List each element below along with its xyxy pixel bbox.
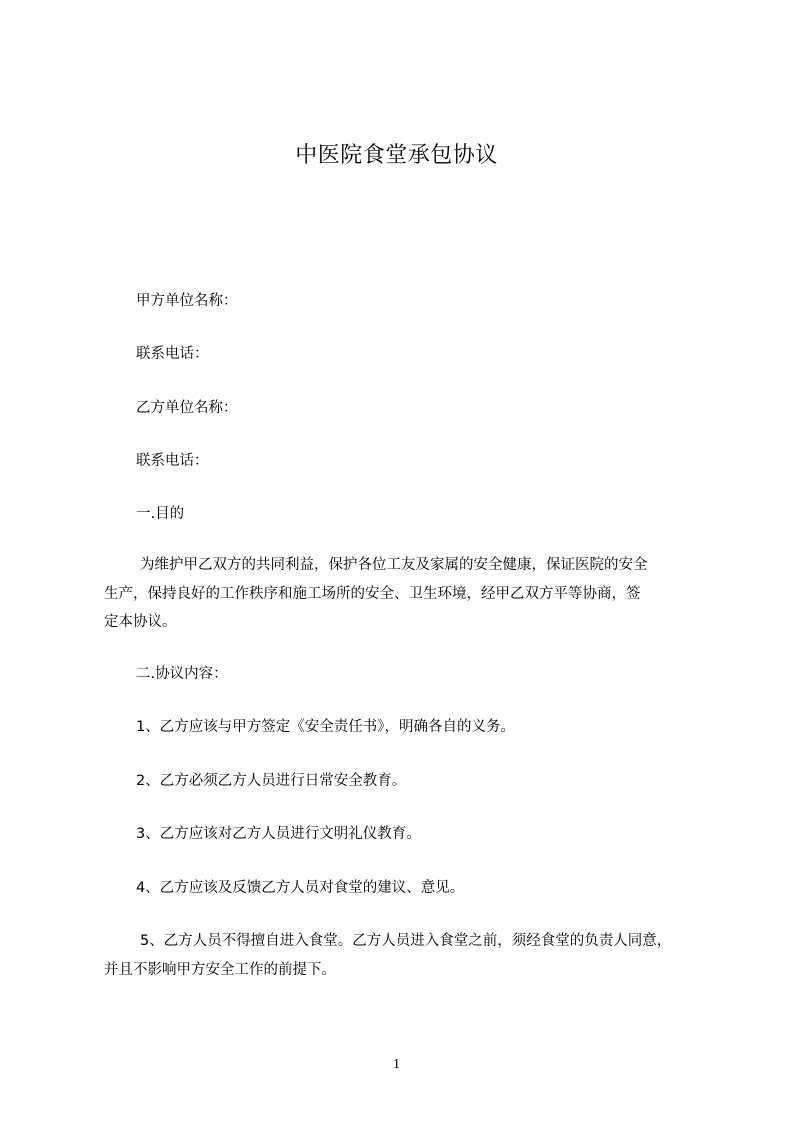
agreement-item: 3、乙方应该对乙方人员进行文明礼仪教育。 [136,826,421,842]
agreement-item: 4、乙方应该及反馈乙方人员对食堂的建议、意见。 [136,880,465,896]
party-a-name-label: 甲方单位名称： [136,293,238,309]
party-b-phone-label: 联系电话： [136,453,209,469]
section-2-heading: 二.协议内容： [136,666,228,682]
agreement-item: 2、乙方必须乙方人员进行日常安全教育。 [136,773,407,789]
agreement-item-5-line: 并且不影响甲方安全工作的前提下。 [104,962,336,978]
page-number: 1 [393,1057,400,1072]
party-a-phone-label: 联系电话： [136,346,209,362]
section-1-paragraph-line: 为维护甲乙双方的共同利益，保护各位工友及家属的安全健康，保证医院的安全 [140,557,648,573]
section-1-paragraph-line: 生产，保持良好的工作秩序和施工场所的安全、卫生环境，经甲乙双方平等协商，签 [104,586,641,602]
document-title: 中医院食堂承包协议 [295,143,498,168]
agreement-item: 1、乙方应该与甲方签定《安全责任书》，明确各自的义务。 [136,719,515,735]
section-1-heading: 一.目的 [136,506,185,522]
agreement-item-5-line: 5、乙方人员不得擅自进入食堂。乙方人员进入食堂之前，须经食堂的负责人同意， [140,933,672,949]
section-1-paragraph-line: 定本协议。 [104,614,177,630]
party-b-name-label: 乙方单位名称： [136,400,238,416]
